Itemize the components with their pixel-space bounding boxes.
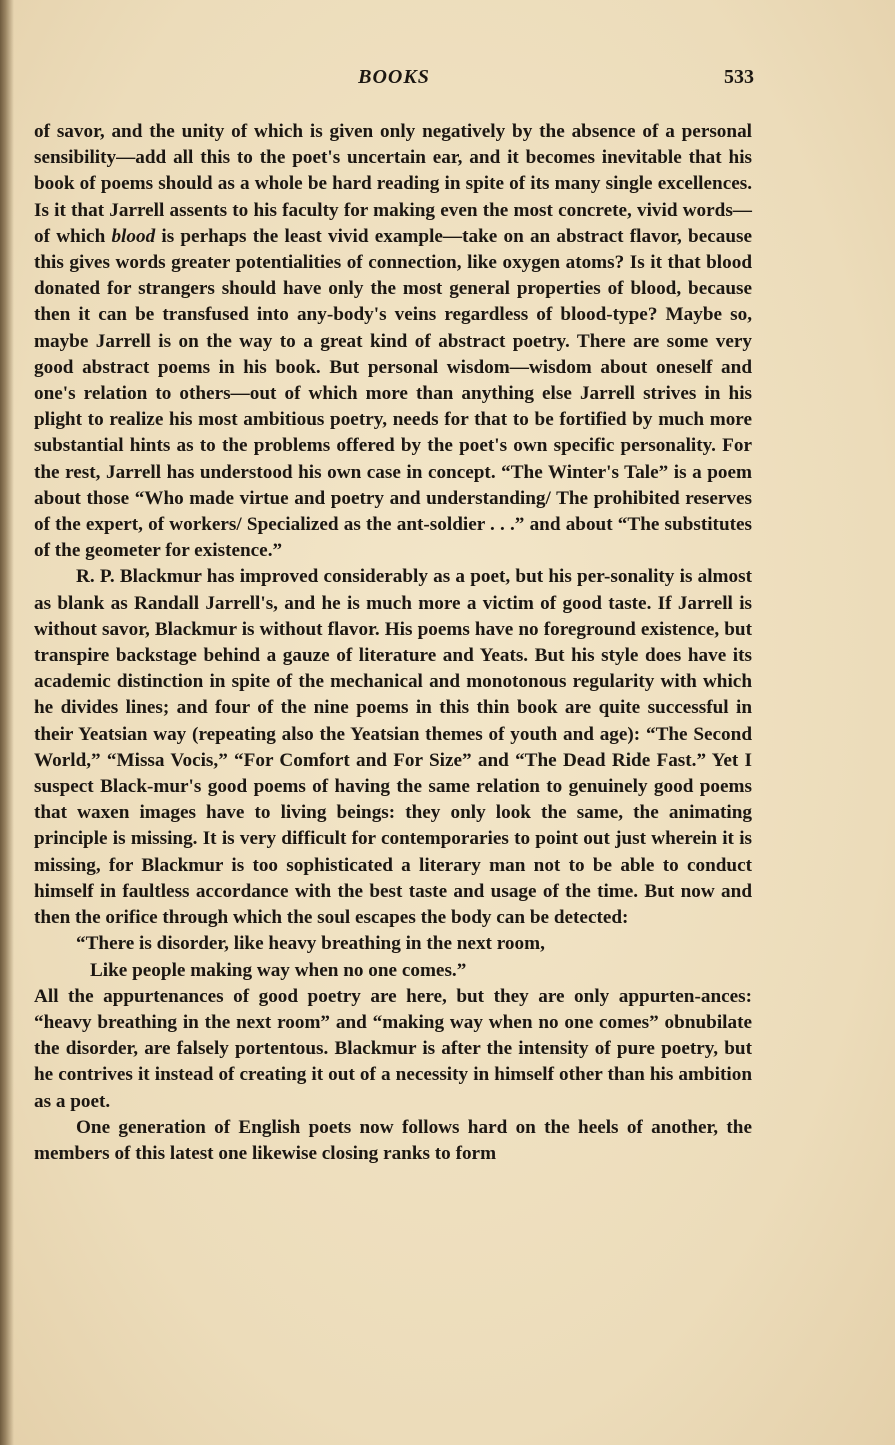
verse-quotation	[34, 931, 752, 983]
body-text	[34, 119, 752, 1167]
paragraph-jarrell-end: is perhaps the least vivid example—take on an abstract flavor, because this gives words greater potentialities of connection, like oxygen atoms? Is it that blood donated for strangers should have only the most general properties of blood, because then it can be transfused into any-body's veins regardless of blood-type? Maybe so, maybe Jarrell is on the way to a great kind of abstract poetry. There are some very good abstract poems in his book. But personal wisdom—wisdom about oneself and one's relation to others—out of which more than anything else Jarrell strives in his plight to realize his most ambitious poetry, needs for that to be fortified by much more substantial hints as to the problems offered by the poet's own specific personality. For the rest, Jarrell has understood his own case in concept. “The Winter's Tale” is a poem about those “Who made virtue and poetry and understanding/ The prohibited reserves of the expert, of workers/ Specialized as the ant-soldier . . .” and about “The substitutes of the geometer for existence.”	[34, 225, 752, 562]
verse-line-2: Like people making way when no one comes.”	[90, 959, 467, 981]
page-binding-edge	[0, 0, 14, 1445]
running-title: BOOKS	[358, 66, 430, 88]
page-number: 533	[724, 66, 754, 88]
paragraph-jarrell-start: of savor, and the unity of which is given only negatively by the absence of a personal sensibility—add all this to the poet's uncertain ear, and it becomes inevitable that his book of poems should as a whole be hard reading in spite of its many single excellences. Is it that Jarrell assents to his faculty for making even the most concrete, vivid words—of which	[34, 121, 752, 247]
italic-word-blood: blood	[111, 225, 156, 247]
paragraph-english-poets: One generation of English poets now follows hard on the heels of another, the members of this latest one likewise closing ranks to form	[34, 1116, 752, 1164]
paragraph-jarrell	[34, 119, 752, 564]
running-header	[34, 66, 754, 98]
paragraph-appurtenances: All the appurtenances of good poetry are here, but they are only appurten-ances: “heavy breathing in the next room” and “making way when no one comes” obnubilate the disorder, are falsely portentous. Blackmur is after the intensity of pure poetry, but he contrives it instead of creating it out of a necessity in himself other than his ambition as a poet.	[34, 985, 752, 1112]
verse-line-1: “There is disorder, like heavy breathing in the next room,	[76, 933, 545, 955]
paragraph-blackmur: R. P. Blackmur has improved considerably as a poet, but his per-sonality is almost as blank as Randall Jarrell's, and he is much more a victim of good taste. If Jarrell is without savor, Blackmur is without flavor. His poems have no foreground existence, but transpire backstage behind a gauze of literature and Yeats. But his style does have its academic distinction in spite of the mechanical and monotonous regularity with which he divides lines; and four of the nine poems in this thin book are quite successful in their Yeatsian way (repeating also the Yeatsian themes of youth and age): “The Second World,” “Missa Vocis,” “For Comfort and For Size” and “The Dead Ride Fast.” Yet I suspect Black-mur's good poems of having the same relation to genuinely good poems that waxen images have to living beings: they only look the same, the animating principle is missing. It is very difficult for contemporaries to point out just wherein it is missing, for Blackmur is too sophisticated a literary man not to be able to conduct himself in faultless accordance with the best taste and usage of the time. But now and then the orifice through which the soul escapes the body can be detected:	[34, 566, 752, 929]
